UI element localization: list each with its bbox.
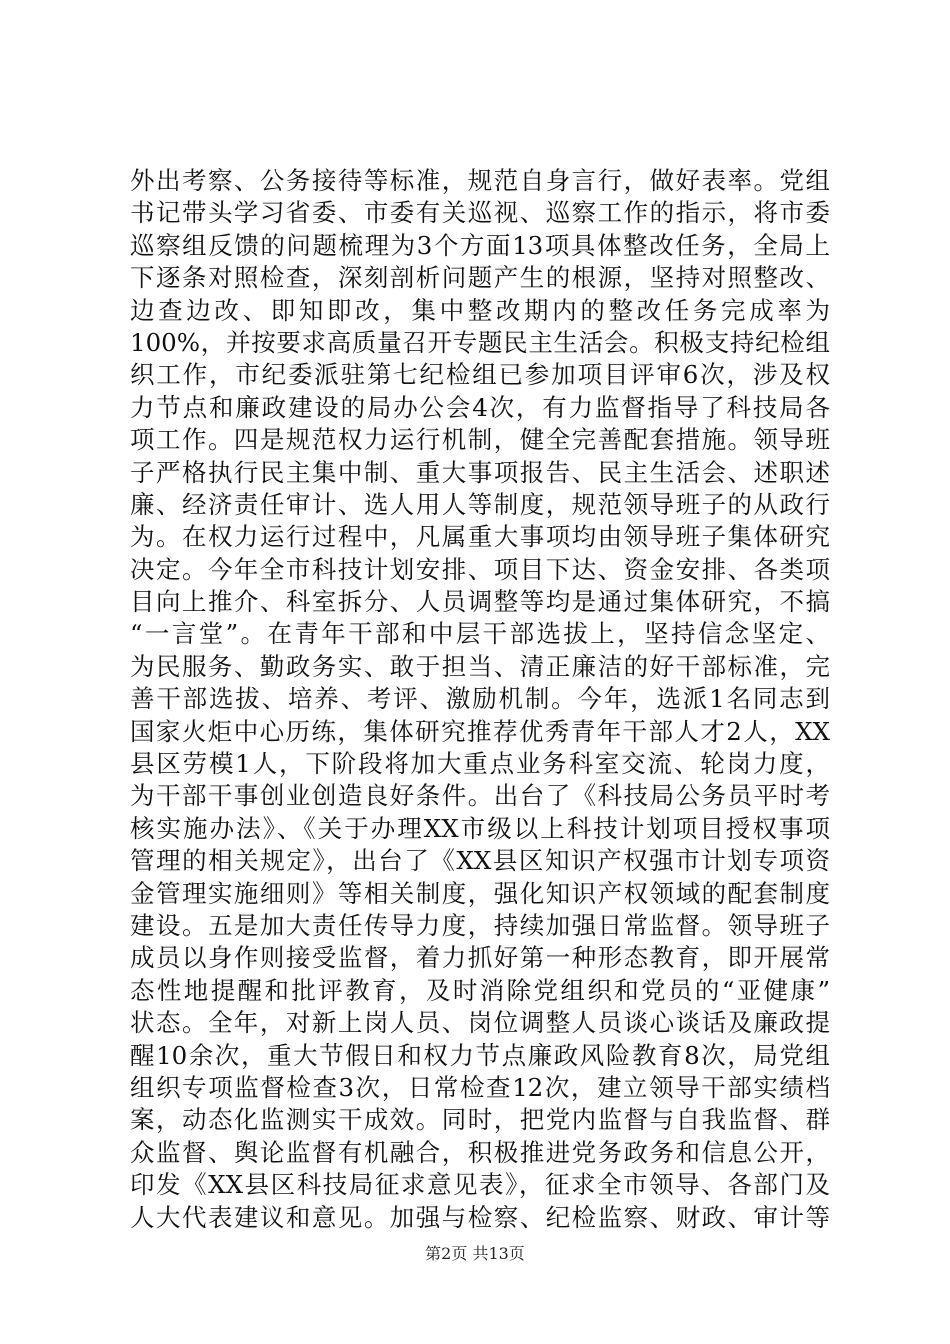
text-line: 力节点和廉政建设的局办公会4次，有力监督指导了科技局各 [130,392,830,422]
text-line: 100%，并按要求高质量召开专题民主生活会。积极支持纪检组 [130,327,830,357]
text-line: “一言堂”。在青年干部和中层干部选拔上，坚持信念坚定、 [130,619,830,649]
text-line: 态性地提醒和批评教育，及时消除党组织和党员的“亚健康” [130,975,830,1005]
body-text [130,165,830,1234]
text-line: 管理的相关规定》，出台了《XX县区知识产权强市计划专项资 [130,846,830,876]
text-line: 状态。全年，对新上岗人员、岗位调整人员谈心谈话及廉政提 [130,1008,830,1038]
text-line: 项工作。四是规范权力运行机制，健全完善配套措施。领导班 [130,425,830,455]
text-line: 目向上推介、科室拆分、人员调整等均是通过集体研究，不搞 [130,587,830,617]
text-line: 建设。五是加大责任传导力度，持续加强日常监督。领导班子 [130,910,830,940]
text-line: 为。在权力运行过程中，凡属重大事项均由领导班子集体研究 [130,522,830,552]
text-line: 下逐条对照检查，深刻剖析问题产生的根源，坚持对照整改、 [130,263,830,293]
text-line: 巡察组反馈的问题梳理为3个方面13项具体整改任务，全局上 [130,230,830,260]
text-line: 众监督、舆论监督有机融合，积极推进党务政务和信息公开， [130,1137,830,1167]
text-line: 织工作，市纪委派驻第七纪检组已参加项目评审6次，涉及权 [130,360,830,390]
text-line: 金管理实施细则》等相关制度，强化知识产权领域的配套制度 [130,878,830,908]
text-line: 善干部选拔、培养、考评、激励机制。今年，选派1名同志到 [130,684,830,714]
page-footer: 第2页 共13页 [425,1244,525,1263]
text-line: 廉、经济责任审计、选人用人等制度，规范领导班子的从政行 [130,489,830,519]
text-line: 组织专项监督检查3次，日常检查12次，建立领导干部实绩档 [130,1072,830,1102]
text-line: 醒10余次，重大节假日和权力节点廉政风险教育8次，局党组 [130,1040,830,1070]
text-line: 核实施办法》、《关于办理XX市级以上科技计划项目授权事项 [130,813,830,843]
text-line: 外出考察、公务接待等标准，规范自身言行，做好表率。党组 [130,166,830,195]
text-line: 印发《XX县区科技局征求意见表》，征求全市领导、各部门及 [130,1170,830,1200]
text-line: 人大代表建议和意见。加强与检察、纪检监察、财政、审计等 [130,1202,830,1232]
text-line: 国家火炬中心历练，集体研究推荐优秀青年干部人才2人，XX [130,716,830,746]
text-line: 县区劳模1人，下阶段将加大重点业务科室交流、轮岗力度， [130,749,830,779]
text-line: 边查边改、即知即改，集中整改期内的整改任务完成率为 [130,295,830,325]
text-line: 为民服务、勤政务实、敢于担当、清正廉洁的好干部标准，完 [130,651,830,681]
text-line: 子严格执行民主集中制、重大事项报告、民主生活会、述职述 [130,457,830,487]
text-line: 成员以身作则接受监督，着力抓好第一种形态教育，即开展常 [130,943,830,973]
text-line: 书记带头学习省委、市委有关巡视、巡察工作的指示，将市委 [130,198,830,228]
text-line: 决定。今年全市科技计划安排、项目下达、资金安排、各类项 [130,554,830,584]
text-line: 案，动态化监测实干成效。同时，把党内监督与自我监督、群 [130,1105,830,1135]
text-line: 为干部干事创业创造良好条件。出台了《科技局公务员平时考 [130,781,830,811]
